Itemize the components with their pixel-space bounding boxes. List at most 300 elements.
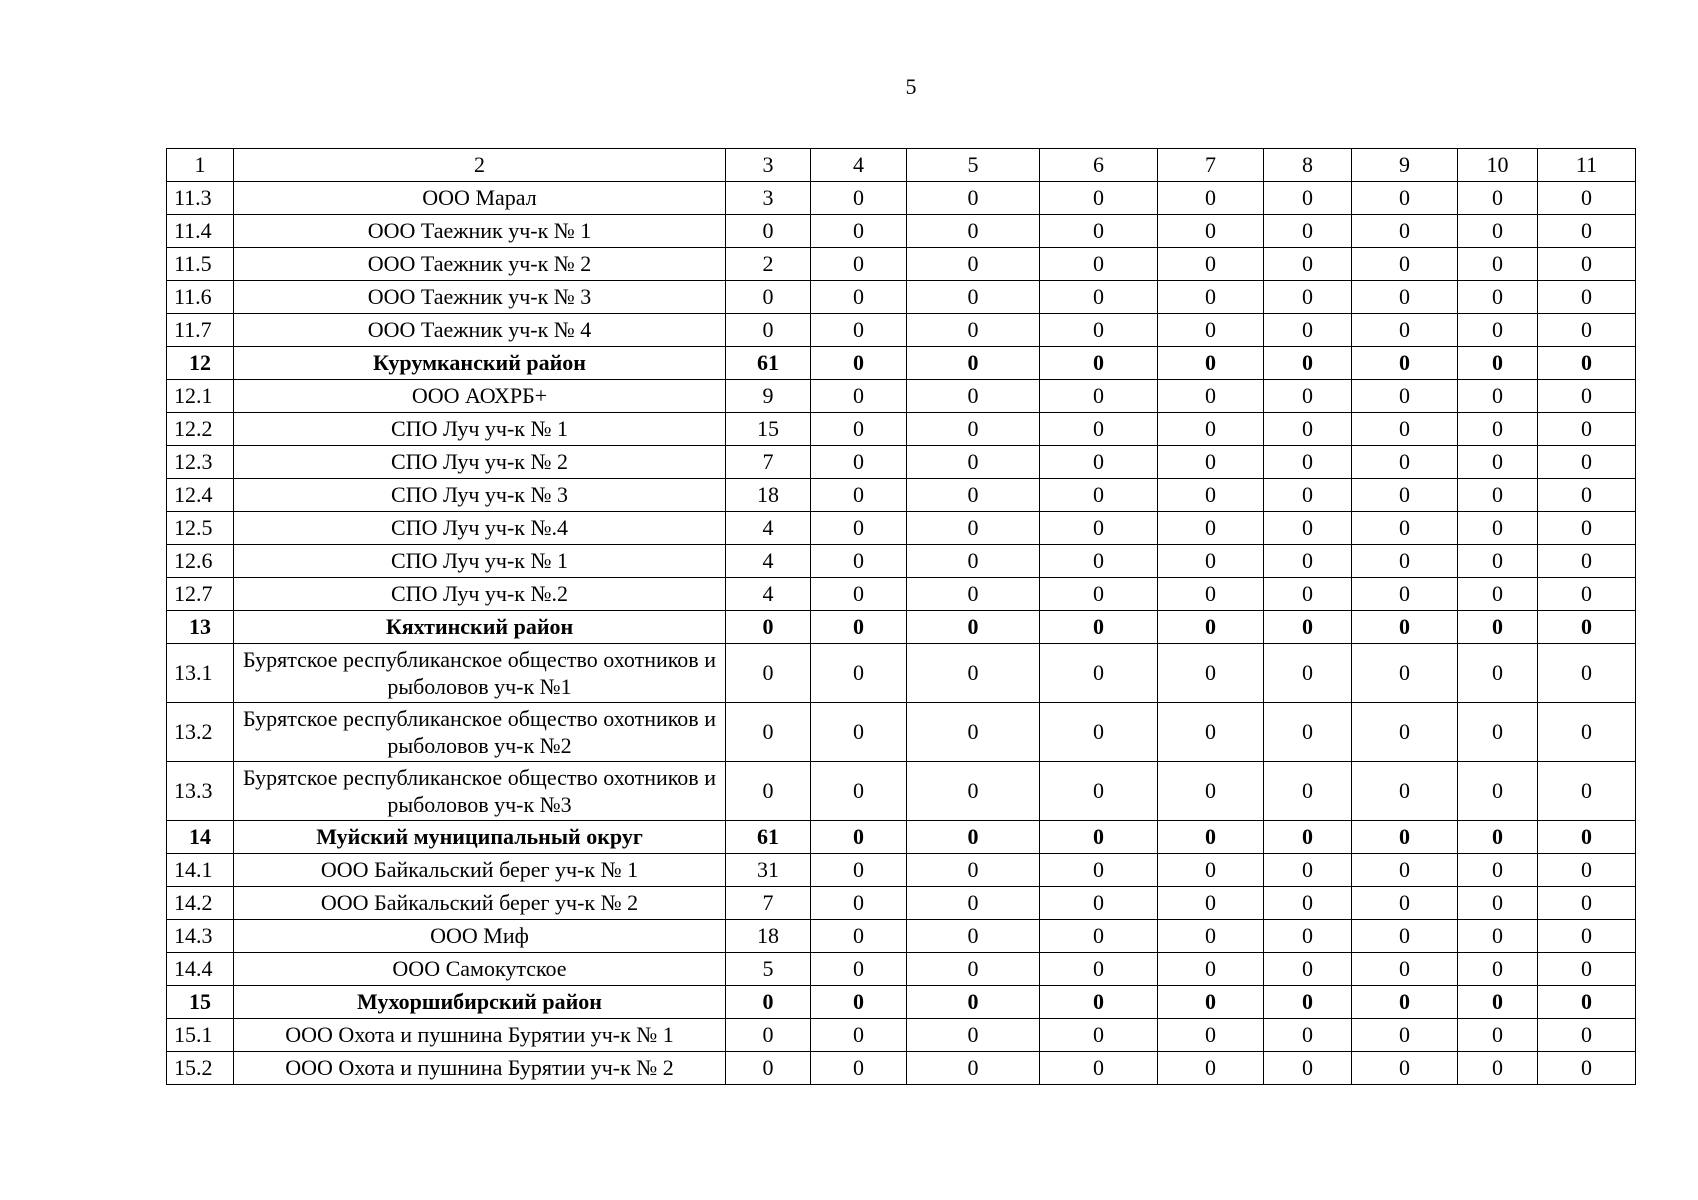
value-cell: 0 (811, 821, 907, 854)
value-cell: 0 (1158, 1019, 1264, 1052)
value-cell: 0 (1538, 986, 1636, 1019)
value-cell: 0 (811, 703, 907, 762)
value-cell: 0 (1538, 953, 1636, 986)
value-cell: 0 (1352, 479, 1458, 512)
value-cell: 0 (907, 986, 1040, 1019)
row-number-cell: 14.3 (167, 920, 234, 953)
value-cell: 0 (1352, 182, 1458, 215)
value-cell: 15 (726, 413, 811, 446)
value-cell: 0 (907, 854, 1040, 887)
row-name-cell: ООО Миф (234, 920, 726, 953)
row-name-cell: СПО Луч уч-к № 1 (234, 545, 726, 578)
row-number-cell: 15.2 (167, 1052, 234, 1085)
value-cell: 0 (1458, 545, 1538, 578)
table-row (167, 644, 1636, 703)
row-number-cell: 12.5 (167, 512, 234, 545)
value-cell: 0 (907, 380, 1040, 413)
row-number-cell: 12 (167, 347, 234, 380)
value-cell: 0 (1040, 281, 1158, 314)
value-cell: 0 (1264, 413, 1352, 446)
value-cell: 0 (907, 545, 1040, 578)
value-cell: 0 (1264, 986, 1352, 1019)
value-cell: 0 (1352, 762, 1458, 821)
value-cell: 0 (1352, 248, 1458, 281)
value-cell: 0 (1538, 380, 1636, 413)
table-row (167, 986, 1636, 1019)
value-cell: 0 (907, 887, 1040, 920)
value-cell: 0 (1538, 413, 1636, 446)
header-cell: 6 (1040, 149, 1158, 182)
table-body (167, 149, 1636, 1085)
value-cell: 0 (1158, 703, 1264, 762)
row-number-cell: 12.6 (167, 545, 234, 578)
value-cell: 0 (1264, 887, 1352, 920)
value-cell: 0 (1264, 248, 1352, 281)
header-cell: 3 (726, 149, 811, 182)
header-cell: 10 (1458, 149, 1538, 182)
value-cell: 0 (1538, 854, 1636, 887)
value-cell: 0 (1458, 446, 1538, 479)
value-cell: 0 (907, 446, 1040, 479)
value-cell: 0 (1458, 887, 1538, 920)
row-number-cell: 14.1 (167, 854, 234, 887)
value-cell: 0 (1458, 986, 1538, 1019)
value-cell: 0 (1538, 512, 1636, 545)
value-cell: 0 (1040, 1052, 1158, 1085)
value-cell: 0 (726, 215, 811, 248)
value-cell: 0 (1158, 821, 1264, 854)
value-cell: 0 (1158, 380, 1264, 413)
table-row (167, 887, 1636, 920)
value-cell: 0 (811, 986, 907, 1019)
value-cell: 0 (1458, 314, 1538, 347)
value-cell: 0 (1538, 611, 1636, 644)
value-cell: 0 (1458, 347, 1538, 380)
table-row (167, 920, 1636, 953)
value-cell: 0 (726, 703, 811, 762)
value-cell: 0 (1352, 446, 1458, 479)
row-number-cell: 13 (167, 611, 234, 644)
value-cell: 0 (907, 281, 1040, 314)
value-cell: 7 (726, 887, 811, 920)
row-number-cell: 14.4 (167, 953, 234, 986)
value-cell: 0 (1458, 762, 1538, 821)
value-cell: 0 (1040, 545, 1158, 578)
value-cell: 0 (1352, 821, 1458, 854)
table-row (167, 545, 1636, 578)
value-cell: 0 (1158, 854, 1264, 887)
row-number-cell: 12.2 (167, 413, 234, 446)
value-cell: 0 (1040, 953, 1158, 986)
value-cell: 9 (726, 380, 811, 413)
value-cell: 0 (1264, 821, 1352, 854)
value-cell: 0 (907, 578, 1040, 611)
value-cell: 0 (907, 479, 1040, 512)
value-cell: 0 (1538, 762, 1636, 821)
value-cell: 0 (1538, 215, 1636, 248)
value-cell: 0 (811, 887, 907, 920)
table-row (167, 248, 1636, 281)
value-cell: 0 (1040, 762, 1158, 821)
value-cell: 0 (1352, 578, 1458, 611)
value-cell: 0 (1158, 215, 1264, 248)
value-cell: 0 (1538, 446, 1636, 479)
value-cell: 0 (811, 248, 907, 281)
value-cell: 0 (1538, 479, 1636, 512)
row-name-cell: Бурятское республиканское общество охотников и рыболовов уч-к №3 (234, 762, 726, 821)
value-cell: 0 (1458, 248, 1538, 281)
value-cell: 0 (1158, 314, 1264, 347)
value-cell: 0 (1264, 380, 1352, 413)
value-cell: 0 (1458, 920, 1538, 953)
value-cell: 0 (811, 545, 907, 578)
value-cell: 0 (811, 611, 907, 644)
value-cell: 0 (1264, 1052, 1352, 1085)
header-cell: 1 (167, 149, 234, 182)
value-cell: 0 (726, 986, 811, 1019)
value-cell: 0 (1352, 413, 1458, 446)
value-cell: 0 (1458, 413, 1538, 446)
value-cell: 0 (1040, 314, 1158, 347)
value-cell: 0 (1264, 953, 1352, 986)
value-cell: 0 (1352, 920, 1458, 953)
value-cell: 0 (907, 953, 1040, 986)
value-cell: 0 (726, 611, 811, 644)
value-cell: 0 (1040, 703, 1158, 762)
value-cell: 0 (1040, 215, 1158, 248)
value-cell: 0 (907, 413, 1040, 446)
value-cell: 0 (811, 182, 907, 215)
row-name-cell: Кяхтинский район (234, 611, 726, 644)
value-cell: 0 (1538, 703, 1636, 762)
value-cell: 0 (1264, 182, 1352, 215)
header-cell: 5 (907, 149, 1040, 182)
value-cell: 0 (1538, 248, 1636, 281)
table-row (167, 703, 1636, 762)
value-cell: 0 (1538, 281, 1636, 314)
table-row (167, 314, 1636, 347)
value-cell: 0 (811, 512, 907, 545)
value-cell: 0 (811, 380, 907, 413)
value-cell: 0 (907, 512, 1040, 545)
value-cell: 0 (1352, 644, 1458, 703)
row-number-cell: 12.1 (167, 380, 234, 413)
row-name-cell: СПО Луч уч-к № 3 (234, 479, 726, 512)
value-cell: 0 (907, 215, 1040, 248)
value-cell: 0 (1040, 1019, 1158, 1052)
value-cell: 0 (726, 762, 811, 821)
value-cell: 0 (1352, 281, 1458, 314)
value-cell: 0 (811, 920, 907, 953)
value-cell: 0 (726, 314, 811, 347)
value-cell: 0 (1458, 1019, 1538, 1052)
row-name-cell: ООО Охота и пушнина Бурятии уч-к № 2 (234, 1052, 726, 1085)
row-name-cell: Бурятское республиканское общество охотников и рыболовов уч-к №2 (234, 703, 726, 762)
header-cell: 2 (234, 149, 726, 182)
value-cell: 0 (1158, 545, 1264, 578)
table-row (167, 446, 1636, 479)
value-cell: 0 (1352, 215, 1458, 248)
value-cell: 0 (1264, 854, 1352, 887)
value-cell: 18 (726, 479, 811, 512)
row-name-cell: СПО Луч уч-к №.4 (234, 512, 726, 545)
value-cell: 0 (1040, 182, 1158, 215)
value-cell: 0 (1264, 1019, 1352, 1052)
value-cell: 0 (1352, 887, 1458, 920)
row-number-cell: 11.6 (167, 281, 234, 314)
value-cell: 0 (726, 1052, 811, 1085)
value-cell: 0 (1264, 215, 1352, 248)
value-cell: 0 (1538, 920, 1636, 953)
row-name-cell: ООО Таежник уч-к № 4 (234, 314, 726, 347)
value-cell: 0 (907, 821, 1040, 854)
row-number-cell: 11.5 (167, 248, 234, 281)
table-row (167, 413, 1636, 446)
row-name-cell: Мухоршибирский район (234, 986, 726, 1019)
value-cell: 0 (1458, 380, 1538, 413)
value-cell: 0 (1040, 578, 1158, 611)
row-name-cell: ООО Марал (234, 182, 726, 215)
value-cell: 0 (1538, 314, 1636, 347)
value-cell: 0 (1158, 248, 1264, 281)
value-cell: 0 (1264, 281, 1352, 314)
value-cell: 61 (726, 821, 811, 854)
value-cell: 4 (726, 512, 811, 545)
value-cell: 0 (1158, 644, 1264, 703)
row-number-cell: 13.3 (167, 762, 234, 821)
value-cell: 0 (1158, 986, 1264, 1019)
value-cell: 0 (811, 215, 907, 248)
value-cell: 0 (811, 1052, 907, 1085)
row-number-cell: 11.4 (167, 215, 234, 248)
value-cell: 0 (1538, 887, 1636, 920)
value-cell: 0 (726, 1019, 811, 1052)
value-cell: 0 (1264, 446, 1352, 479)
value-cell: 0 (1158, 920, 1264, 953)
value-cell: 0 (1040, 611, 1158, 644)
value-cell: 0 (1538, 1052, 1636, 1085)
value-cell: 0 (811, 1019, 907, 1052)
row-name-cell: ООО АОХРБ+ (234, 380, 726, 413)
value-cell: 0 (1352, 1052, 1458, 1085)
value-cell: 0 (811, 644, 907, 703)
header-cell: 7 (1158, 149, 1264, 182)
value-cell: 0 (1458, 611, 1538, 644)
value-cell: 61 (726, 347, 811, 380)
value-cell: 0 (1264, 512, 1352, 545)
value-cell: 0 (1458, 578, 1538, 611)
value-cell: 0 (1352, 512, 1458, 545)
value-cell: 0 (907, 314, 1040, 347)
value-cell: 0 (1352, 611, 1458, 644)
row-number-cell: 12.3 (167, 446, 234, 479)
value-cell: 0 (1264, 479, 1352, 512)
value-cell: 0 (907, 644, 1040, 703)
header-cell: 11 (1538, 149, 1636, 182)
value-cell: 4 (726, 578, 811, 611)
value-cell: 0 (1264, 545, 1352, 578)
value-cell: 2 (726, 248, 811, 281)
row-number-cell: 11.7 (167, 314, 234, 347)
header-row (167, 149, 1636, 182)
value-cell: 0 (1158, 762, 1264, 821)
value-cell: 0 (1264, 920, 1352, 953)
value-cell: 5 (726, 953, 811, 986)
value-cell: 0 (811, 578, 907, 611)
value-cell: 0 (1264, 644, 1352, 703)
table-row (167, 611, 1636, 644)
data-table (166, 148, 1636, 1085)
value-cell: 0 (907, 703, 1040, 762)
row-name-cell: СПО Луч уч-к №.2 (234, 578, 726, 611)
value-cell: 18 (726, 920, 811, 953)
row-name-cell: СПО Луч уч-к № 2 (234, 446, 726, 479)
value-cell: 0 (1352, 347, 1458, 380)
value-cell: 0 (1158, 446, 1264, 479)
value-cell: 0 (907, 762, 1040, 821)
row-number-cell: 12.7 (167, 578, 234, 611)
value-cell: 0 (811, 479, 907, 512)
value-cell: 0 (1158, 512, 1264, 545)
row-number-cell: 12.4 (167, 479, 234, 512)
value-cell: 0 (1040, 248, 1158, 281)
table-row (167, 1052, 1636, 1085)
row-name-cell: Бурятское республиканское общество охотников и рыболовов уч-к №1 (234, 644, 726, 703)
value-cell: 0 (726, 644, 811, 703)
value-cell: 0 (1158, 413, 1264, 446)
row-number-cell: 15.1 (167, 1019, 234, 1052)
value-cell: 0 (1352, 854, 1458, 887)
value-cell: 0 (1458, 281, 1538, 314)
value-cell: 0 (1538, 1019, 1636, 1052)
value-cell: 0 (811, 446, 907, 479)
value-cell: 0 (1352, 953, 1458, 986)
value-cell: 0 (1040, 986, 1158, 1019)
value-cell: 0 (1158, 887, 1264, 920)
value-cell: 0 (907, 347, 1040, 380)
value-cell: 0 (1458, 215, 1538, 248)
value-cell: 31 (726, 854, 811, 887)
value-cell: 0 (1264, 611, 1352, 644)
value-cell: 0 (1538, 545, 1636, 578)
value-cell: 0 (1458, 821, 1538, 854)
table-row (167, 854, 1636, 887)
value-cell: 0 (1538, 821, 1636, 854)
value-cell: 0 (907, 611, 1040, 644)
value-cell: 0 (1040, 413, 1158, 446)
row-name-cell: ООО Самокутское (234, 953, 726, 986)
value-cell: 0 (1458, 512, 1538, 545)
row-name-cell: Муйский муниципальный округ (234, 821, 726, 854)
page-number: 5 (905, 74, 917, 99)
row-name-cell: ООО Байкальский берег уч-к № 1 (234, 854, 726, 887)
value-cell: 0 (1040, 644, 1158, 703)
value-cell: 0 (1158, 611, 1264, 644)
table-row (167, 821, 1636, 854)
value-cell: 0 (1264, 314, 1352, 347)
value-cell: 0 (1040, 347, 1158, 380)
value-cell: 0 (1158, 182, 1264, 215)
value-cell: 0 (907, 1019, 1040, 1052)
table-row (167, 953, 1636, 986)
value-cell: 0 (1040, 380, 1158, 413)
header-cell: 8 (1264, 149, 1352, 182)
header-cell: 9 (1352, 149, 1458, 182)
row-name-cell: ООО Таежник уч-к № 3 (234, 281, 726, 314)
value-cell: 0 (811, 953, 907, 986)
value-cell: 0 (811, 854, 907, 887)
value-cell: 0 (1158, 578, 1264, 611)
value-cell: 0 (1264, 347, 1352, 380)
row-name-cell: Курумканский район (234, 347, 726, 380)
value-cell: 3 (726, 182, 811, 215)
value-cell: 0 (1158, 479, 1264, 512)
table-row (167, 281, 1636, 314)
value-cell: 0 (1538, 182, 1636, 215)
value-cell: 0 (1352, 986, 1458, 1019)
value-cell: 0 (811, 314, 907, 347)
value-cell: 0 (811, 347, 907, 380)
value-cell: 0 (1040, 854, 1158, 887)
value-cell: 0 (1458, 854, 1538, 887)
value-cell: 7 (726, 446, 811, 479)
value-cell: 0 (1458, 479, 1538, 512)
table-row (167, 512, 1636, 545)
value-cell: 0 (1040, 446, 1158, 479)
value-cell: 0 (1458, 644, 1538, 703)
value-cell: 0 (1538, 578, 1636, 611)
value-cell: 0 (907, 248, 1040, 281)
row-name-cell: ООО Байкальский берег уч-к № 2 (234, 887, 726, 920)
value-cell: 0 (1458, 1052, 1538, 1085)
value-cell: 0 (1538, 347, 1636, 380)
table-row (167, 1019, 1636, 1052)
table-row (167, 380, 1636, 413)
value-cell: 0 (1352, 703, 1458, 762)
row-number-cell: 15 (167, 986, 234, 1019)
row-number-cell: 11.3 (167, 182, 234, 215)
header-cell: 4 (811, 149, 907, 182)
value-cell: 0 (1352, 545, 1458, 578)
row-name-cell: ООО Таежник уч-к № 1 (234, 215, 726, 248)
value-cell: 0 (1458, 953, 1538, 986)
table-row (167, 578, 1636, 611)
value-cell: 0 (811, 413, 907, 446)
row-name-cell: ООО Таежник уч-к № 2 (234, 248, 726, 281)
value-cell: 0 (1158, 1052, 1264, 1085)
value-cell: 0 (1458, 703, 1538, 762)
table-row (167, 215, 1636, 248)
value-cell: 0 (811, 762, 907, 821)
value-cell: 0 (907, 182, 1040, 215)
table-row (167, 347, 1636, 380)
value-cell: 0 (1458, 182, 1538, 215)
row-number-cell: 14 (167, 821, 234, 854)
value-cell: 0 (726, 281, 811, 314)
row-name-cell: ООО Охота и пушнина Бурятии уч-к № 1 (234, 1019, 726, 1052)
value-cell: 0 (907, 920, 1040, 953)
value-cell: 0 (1538, 644, 1636, 703)
value-cell: 0 (1352, 314, 1458, 347)
value-cell: 0 (1040, 920, 1158, 953)
value-cell: 0 (1040, 479, 1158, 512)
row-number-cell: 13.2 (167, 703, 234, 762)
value-cell: 0 (1040, 821, 1158, 854)
value-cell: 0 (1264, 703, 1352, 762)
value-cell: 0 (1352, 1019, 1458, 1052)
value-cell: 0 (811, 281, 907, 314)
value-cell: 0 (1158, 347, 1264, 380)
